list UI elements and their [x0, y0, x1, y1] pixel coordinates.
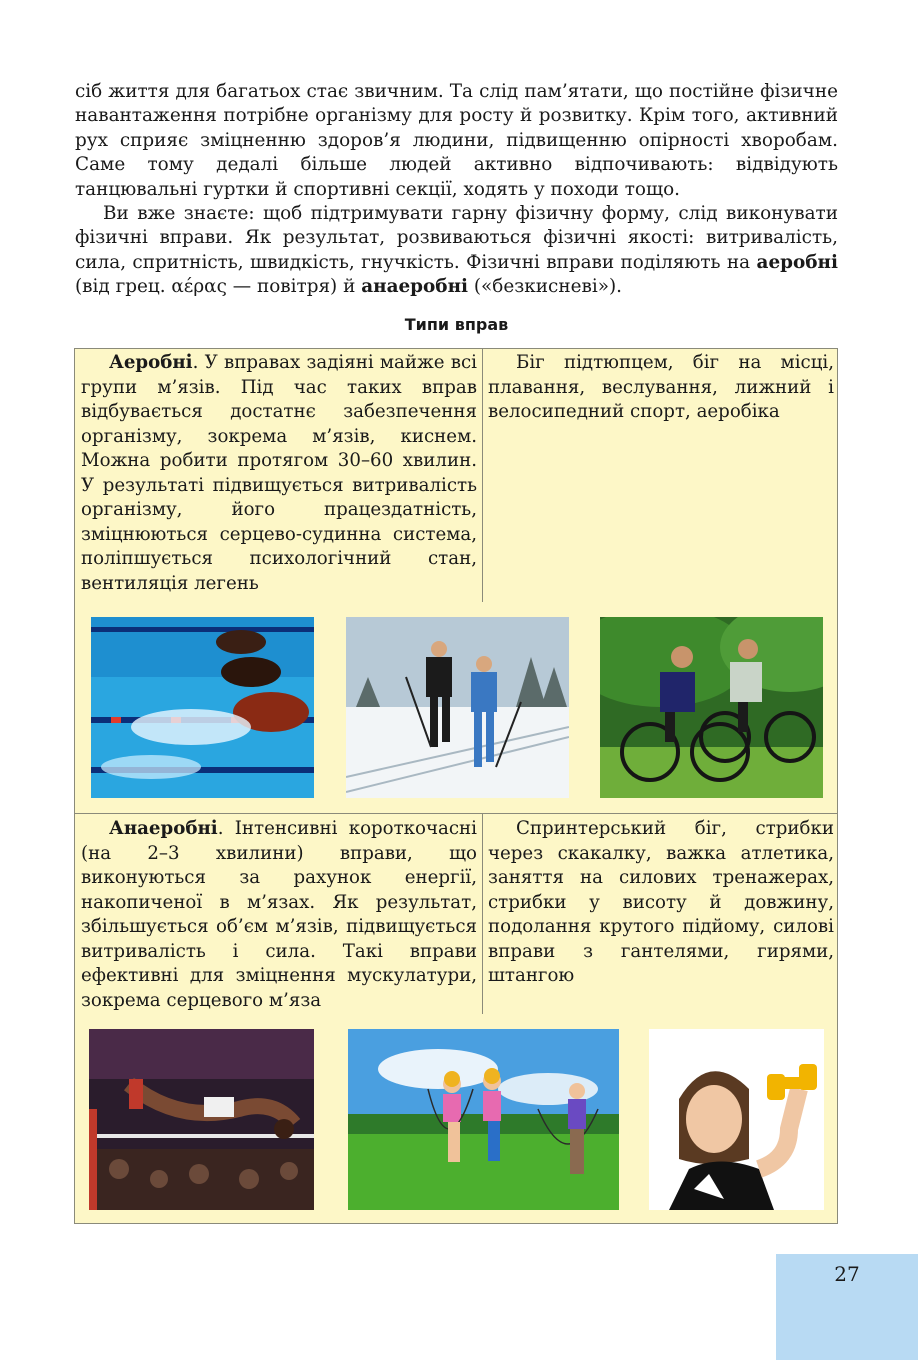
aerobic-examples: Біг підтюпцем, біг на місці, плавання, веслування, лижний і велосипедний спорт, аеробіка [488, 352, 834, 422]
high-jump-photo [89, 1029, 314, 1210]
term-aerobic: аеробні [756, 251, 838, 273]
swimming-photo [91, 617, 314, 798]
row-divider [75, 813, 837, 814]
anaerobic-examples: Спринтерський біг, стрибки через скакалку, важка атлетика, заняття на силових тренажерах, стрибки у висоту й довжину, подолання крутого підйому, силові вправи з гантелями, гирями, штангою [488, 818, 834, 986]
page-number-tab [776, 1254, 918, 1360]
anaerobic-description [81, 817, 477, 1013]
cycling-photo [600, 617, 823, 798]
intro-p2-mid: (від грец. αέρας — повітря) й [75, 276, 362, 298]
anaerobic-description-text: . Інтенсивні короткочасні (на 2–3 хвилини) вправи, що виконуються за рахунок енергії, накопиченої в м’язах. Як результат, збільшується об’єм м’язів, підвищується витривалість і сила. Такі вправи ефективні для зміцнення мускулатури, зокрема серцевого м’яза [81, 818, 477, 1011]
intro-p2-start: Ви вже знаєте: щоб підтримувати гарну фізичну форму, слід виконувати фізичні вправи. Як результат, розвиваються фізичні якості: витривалість, сила, спритність, швидкість, гнучкість. Фізичні вправи поділяють на [75, 203, 838, 273]
intro-text [75, 80, 838, 300]
jump-rope-photo [348, 1029, 619, 1210]
intro-paragraph-1: сіб життя для багатьох стає звичним. Та слід пам’ятати, що постійне фізичне навантаження потрібне організму для росту й розвитку. Крім того, активний рух сприяє зміцненню здоров’я людини, підвищенню опірності хворобам. Саме тому дедалі більше людей активно відпочивають: відвідують танцювальні гуртки й спортивні секції, ходять у походи тощо. [75, 81, 838, 200]
aerobic-description [81, 351, 477, 596]
column-divider-anaerobic [482, 814, 483, 1014]
column-divider-aerobic [482, 349, 483, 602]
aerobic-term: Аеробні [109, 352, 193, 373]
skiing-photo [346, 617, 569, 798]
aerobic-description-text: . У вправах задіяні майже всі групи м’язів. Під час таких вправ відбувається достатнє забезпечення організму, зокрема м’язів, киснем. Можна робити протягом 30–60 хвилин. У результаті підвищується витривалість організму, його працездатність, зміцнюються серцево-судинна система, поліпшується психологічний стан, вентиляція легень [81, 352, 477, 594]
section-title: Типи вправ [404, 315, 509, 334]
page-number: 27 [834, 1262, 860, 1286]
dumbbell-photo [649, 1029, 824, 1210]
anaerobic-term: Анаеробні [109, 818, 218, 839]
term-anaerobic: анаеробні [361, 276, 469, 298]
intro-p2-end: («безкисневі»). [468, 276, 622, 298]
intro-paragraph-2 [75, 202, 838, 300]
exercise-types-table [74, 348, 838, 1224]
